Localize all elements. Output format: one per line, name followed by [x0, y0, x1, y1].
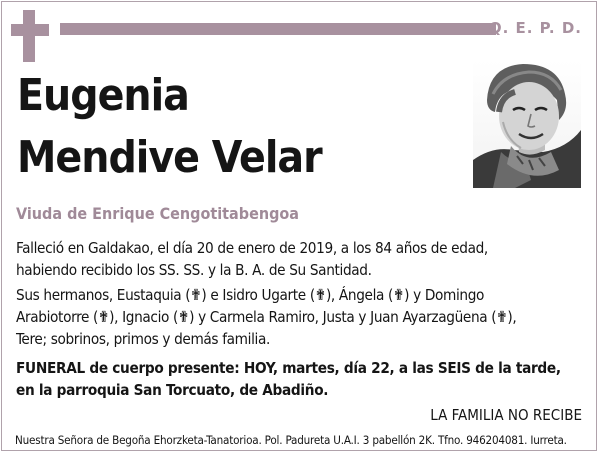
text-line: habiendo recibido los SS. SS. y la B. A. de Su Santidad.	[16, 261, 372, 279]
funeral-paragraph	[16, 357, 591, 401]
deceased-first-name: Eugenia	[17, 70, 189, 121]
text-line: Arabiotorre (✟), Ignacio (✟) y Carmela Ramiro, Justa y Juan Ayarzagüena (✟),	[16, 308, 517, 326]
family-paragraph	[16, 284, 591, 350]
text-line: FUNERAL de cuerpo presente: HOY, martes, día 22, a las SEIS de la tarde,	[16, 359, 561, 377]
deceased-surnames: Mendive Velar	[17, 132, 322, 183]
cross-icon	[11, 10, 49, 62]
portrait-photo	[473, 60, 581, 188]
text-line: Tere; sobrinos, primos y demás familia.	[16, 330, 270, 348]
text-line: Sus hermanos, Eustaquia (✟) e Isidro Ugarte (✟), Ángela (✟) y Domingo	[16, 286, 485, 304]
qepd-label: Q. E. P. D.	[488, 19, 582, 37]
death-notice-paragraph	[16, 237, 591, 281]
text-line: Falleció en Galdakao, el día 20 de enero de 2019, a los 84 años de edad,	[16, 239, 488, 257]
widow-of-line: Viuda de Enrique Cengotitabengoa	[16, 204, 299, 223]
funeral-home-footer: Nuestra Señora de Begoña Ehorzketa-Tanatorioa. Pol. Padureta U.A.I. 3 pabellón 2K. Tfno. 946204081. Iurreta.	[15, 433, 567, 447]
header-divider-bar	[60, 23, 496, 35]
family-no-visits-note: LA FAMILIA NO RECIBE	[430, 406, 582, 424]
text-line: en la parroquia San Torcuato, de Abadiño.	[16, 381, 329, 399]
